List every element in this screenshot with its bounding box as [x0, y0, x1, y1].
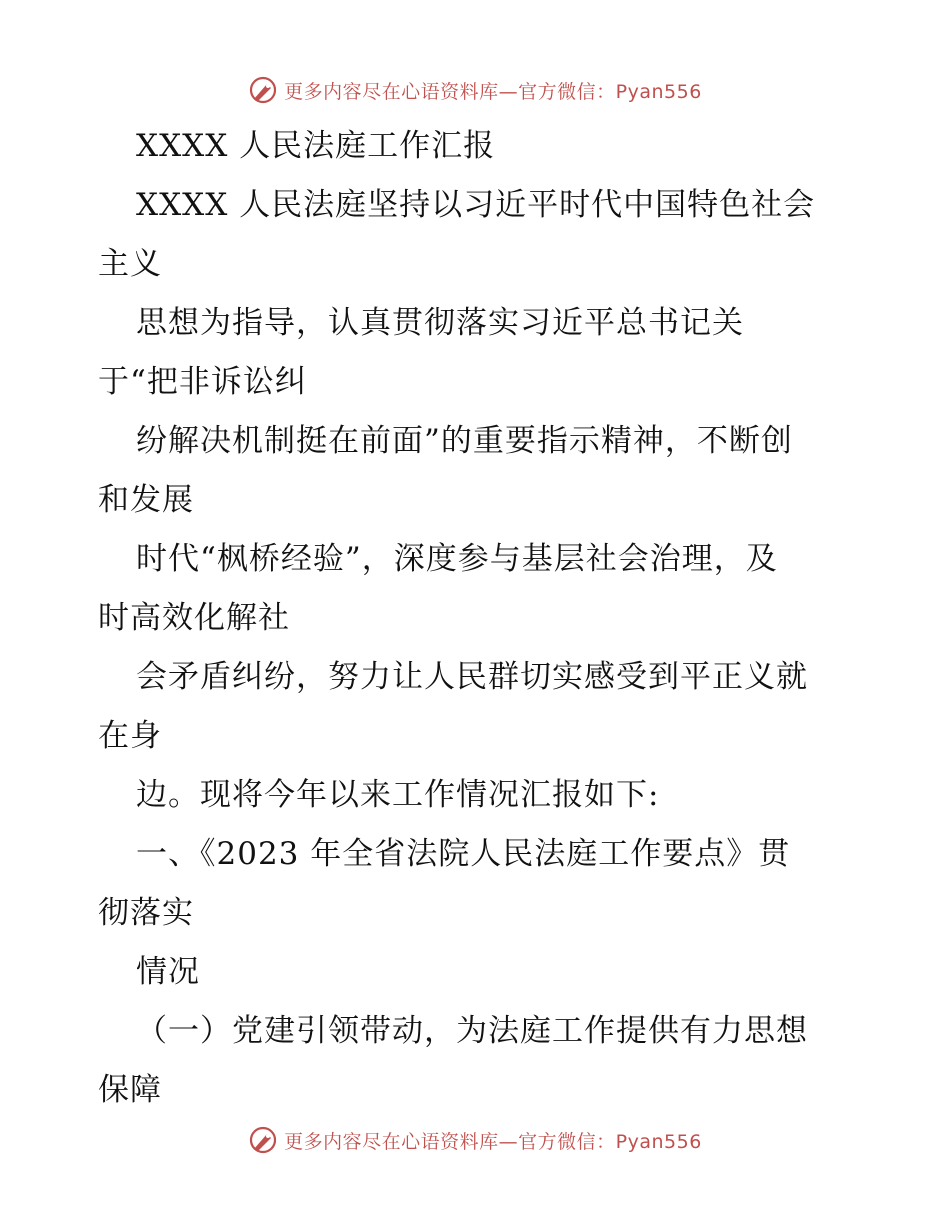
subsection-heading: （一）党建引领带动，为法庭工作提供有力思想 — [136, 1013, 808, 1049]
subsection-heading-continued: 保障 — [98, 1072, 162, 1108]
footer-banner-text: 更多内容尽在心语资料库—官方微信：Pyan556 — [284, 1130, 702, 1153]
section-heading-continued: 情况 — [136, 954, 200, 990]
paragraph-line: 会矛盾纠纷，努力让人民群切实感受到平正义就 — [136, 659, 808, 695]
paragraph-line: 主义 — [98, 246, 162, 282]
paragraph-line: 和发展 — [98, 482, 194, 518]
paragraph-line: 时代“枫桥经验”，深度参与基层社会治理，及 — [136, 541, 778, 577]
paragraph-line: 于“把非诉讼纠 — [98, 364, 307, 400]
paragraph-line: 时高效化解社 — [98, 600, 290, 636]
paragraph-line: 边。现将今年以来工作情况汇报如下: — [136, 777, 660, 813]
header-banner-text: 更多内容尽在心语资料库—官方微信：Pyan556 — [284, 80, 702, 103]
paragraph-line: 在身 — [98, 718, 162, 754]
document-title: XXXX 人民法庭工作汇报 — [136, 128, 496, 164]
pen-nib-logo-icon — [248, 75, 278, 105]
section-heading: 一、《2023 年全省法院人民法庭工作要点》贯 — [136, 836, 791, 872]
header-banner — [0, 70, 950, 110]
pen-nib-logo-icon — [248, 1125, 278, 1155]
paragraph-line: 思想为指导，认真贯彻落实习近平总书记关 — [136, 305, 744, 341]
footer-banner — [0, 1120, 950, 1160]
section-heading-continued: 彻落实 — [98, 895, 194, 931]
paragraph-line: XXXX 人民法庭坚持以习近平时代中国特色社会 — [136, 187, 816, 223]
paragraph-line: 纷解决机制挺在前面”的重要指示精神，不断创 — [136, 423, 793, 459]
